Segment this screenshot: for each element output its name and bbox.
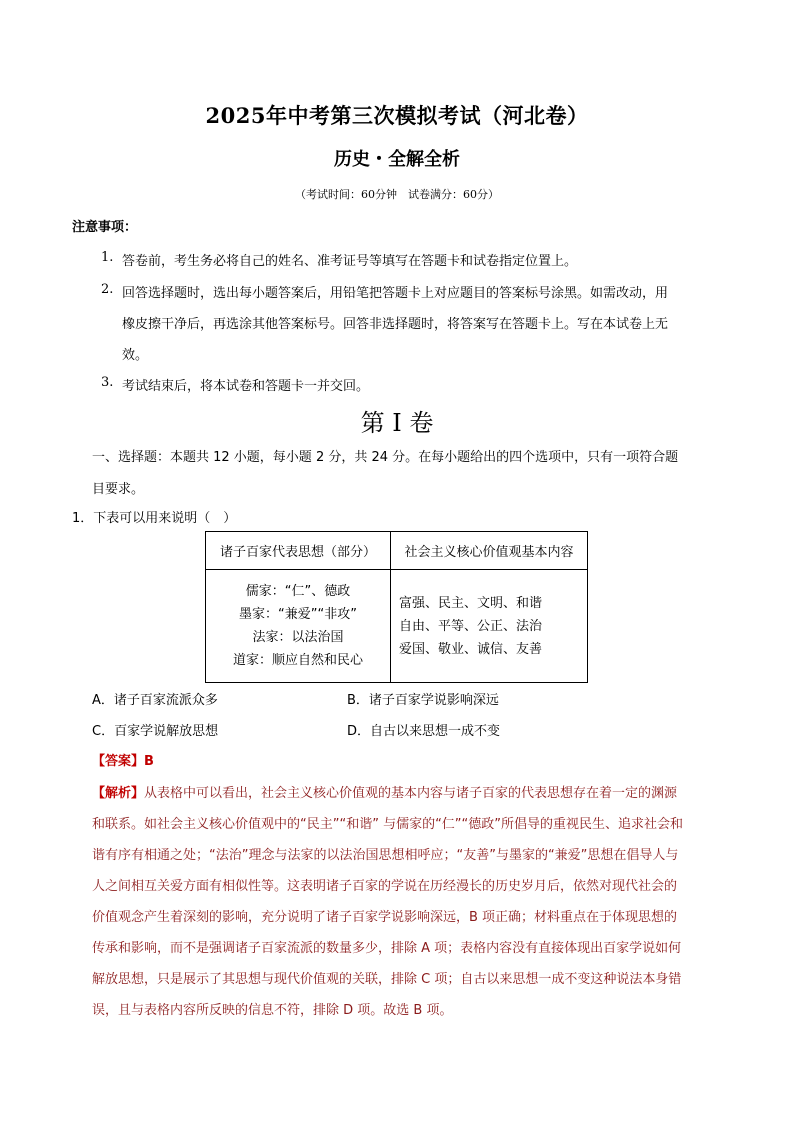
analysis-tag: 【解析】 xyxy=(92,786,145,801)
section-heading: 第 I 卷 xyxy=(360,409,434,437)
option-b: B．诸子百家学说影响深远 xyxy=(347,693,499,708)
analysis-text: 从表格中可以看出，社会主义核心价值观的基本内容与诸子百家的代表思想存在着一定的渊源 xyxy=(144,786,678,801)
analysis-line: 和联系。如社会主义核心价值观中的“民主”“和谐” 与儒家的“仁”“德政”所倡导的重视民生、追求社会和 xyxy=(92,817,684,832)
notice-item-text: 效。 xyxy=(122,348,149,363)
analysis-line: 传承和影响，而不是强调诸子百家流派的数量多少，排除 A 项；表格内容没有直接体现出百家学说如何 xyxy=(92,941,682,956)
notice-item-text: 考试结束后，将本试卷和答题卡一并交回。 xyxy=(122,379,370,394)
analysis-line: 谐有序有相通之处；“法治”理念与法家的以法治国思想相呼应；“友善”与墨家的“兼爱”思想在倡导人与 xyxy=(92,848,679,863)
exam-info: （考试时间：60分钟 试卷满分：60分） xyxy=(295,188,499,201)
notice-item-text: 回答选择题时，选出每小题答案后，用铅笔把答题卡上对应题目的答案标号涂黑。如需改动，用 xyxy=(122,286,669,301)
table-cell-line: 墨家：“兼爱”“非攻” xyxy=(239,607,357,622)
comparison-table xyxy=(205,531,588,683)
option-d: D．自古以来思想一成不变 xyxy=(347,724,501,739)
table-cell-line: 儒家：“仁”、德政 xyxy=(245,584,351,599)
table-header-row xyxy=(206,532,588,570)
section-intro-line: 目要求。 xyxy=(92,482,145,497)
notice-item-number: 2. xyxy=(101,282,114,297)
table-cell-line: 爱国、敬业、诚信、友善 xyxy=(399,641,543,657)
table-cell-schools xyxy=(206,570,391,683)
notice-item-text: 答卷前，考生务必将自己的姓名、准考证号等填写在答题卡和试卷指定位置上。 xyxy=(122,254,578,269)
analysis-line: 价值观念产生着深刻的影响，充分说明了诸子百家学说影响深远，B 项正确；材料重点在于体现思想的 xyxy=(92,910,678,925)
analysis-line xyxy=(92,782,677,801)
table-header-cell: 社会主义核心价值观基本内容 xyxy=(391,532,588,570)
notice-item-number: 3. xyxy=(101,375,114,390)
table-cell-line: 富强、民主、文明、和谐 xyxy=(399,595,543,611)
analysis-line: 误，且与表格内容所反映的信息不符，排除 D 项。故选 B 项。 xyxy=(92,1003,453,1018)
notice-item-number: 1. xyxy=(101,250,114,265)
table-header-cell: 诸子百家代表思想（部分） xyxy=(206,532,391,570)
option-c: C．百家学说解放思想 xyxy=(92,724,219,739)
document-subtitle: 历史・全解全析 xyxy=(334,149,460,170)
question-stem: 1．下表可以用来说明（ ） xyxy=(72,511,237,526)
table-cell-values xyxy=(391,570,588,683)
answer-label: 【答案】B xyxy=(92,754,154,769)
option-a: A．诸子百家流派众多 xyxy=(92,693,218,708)
table-row xyxy=(206,570,588,683)
document-title: 2025年中考第三次模拟考试（河北卷） xyxy=(205,103,589,128)
table-cell-line: 法家：以法治国 xyxy=(252,630,344,645)
section-intro-line: 一、选择题：本题共 12 小题，每小题 2 分，共 24 分。在每小题给出的四个选项中，只有一项符合题 xyxy=(92,450,679,465)
table-cell-line: 自由、平等、公正、法治 xyxy=(399,618,543,634)
analysis-line: 人之间相互关爱方面有相似性等。这表明诸子百家的学说在历经漫长的历史岁月后，依然对现代社会的 xyxy=(92,879,678,894)
analysis-line: 解放思想，只是展示了其思想与现代价值观的关联，排除 C 项；自古以来思想一成不变这种说法本身错 xyxy=(92,972,682,987)
notice-heading: 注意事项： xyxy=(72,220,138,235)
table-cell-line: 道家：顺应自然和民心 xyxy=(232,653,363,668)
notice-item-text: 橡皮擦干净后，再选涂其他答案标号。回答非选择题时，将答案写在答题卡上。写在本试卷上无 xyxy=(122,317,669,332)
